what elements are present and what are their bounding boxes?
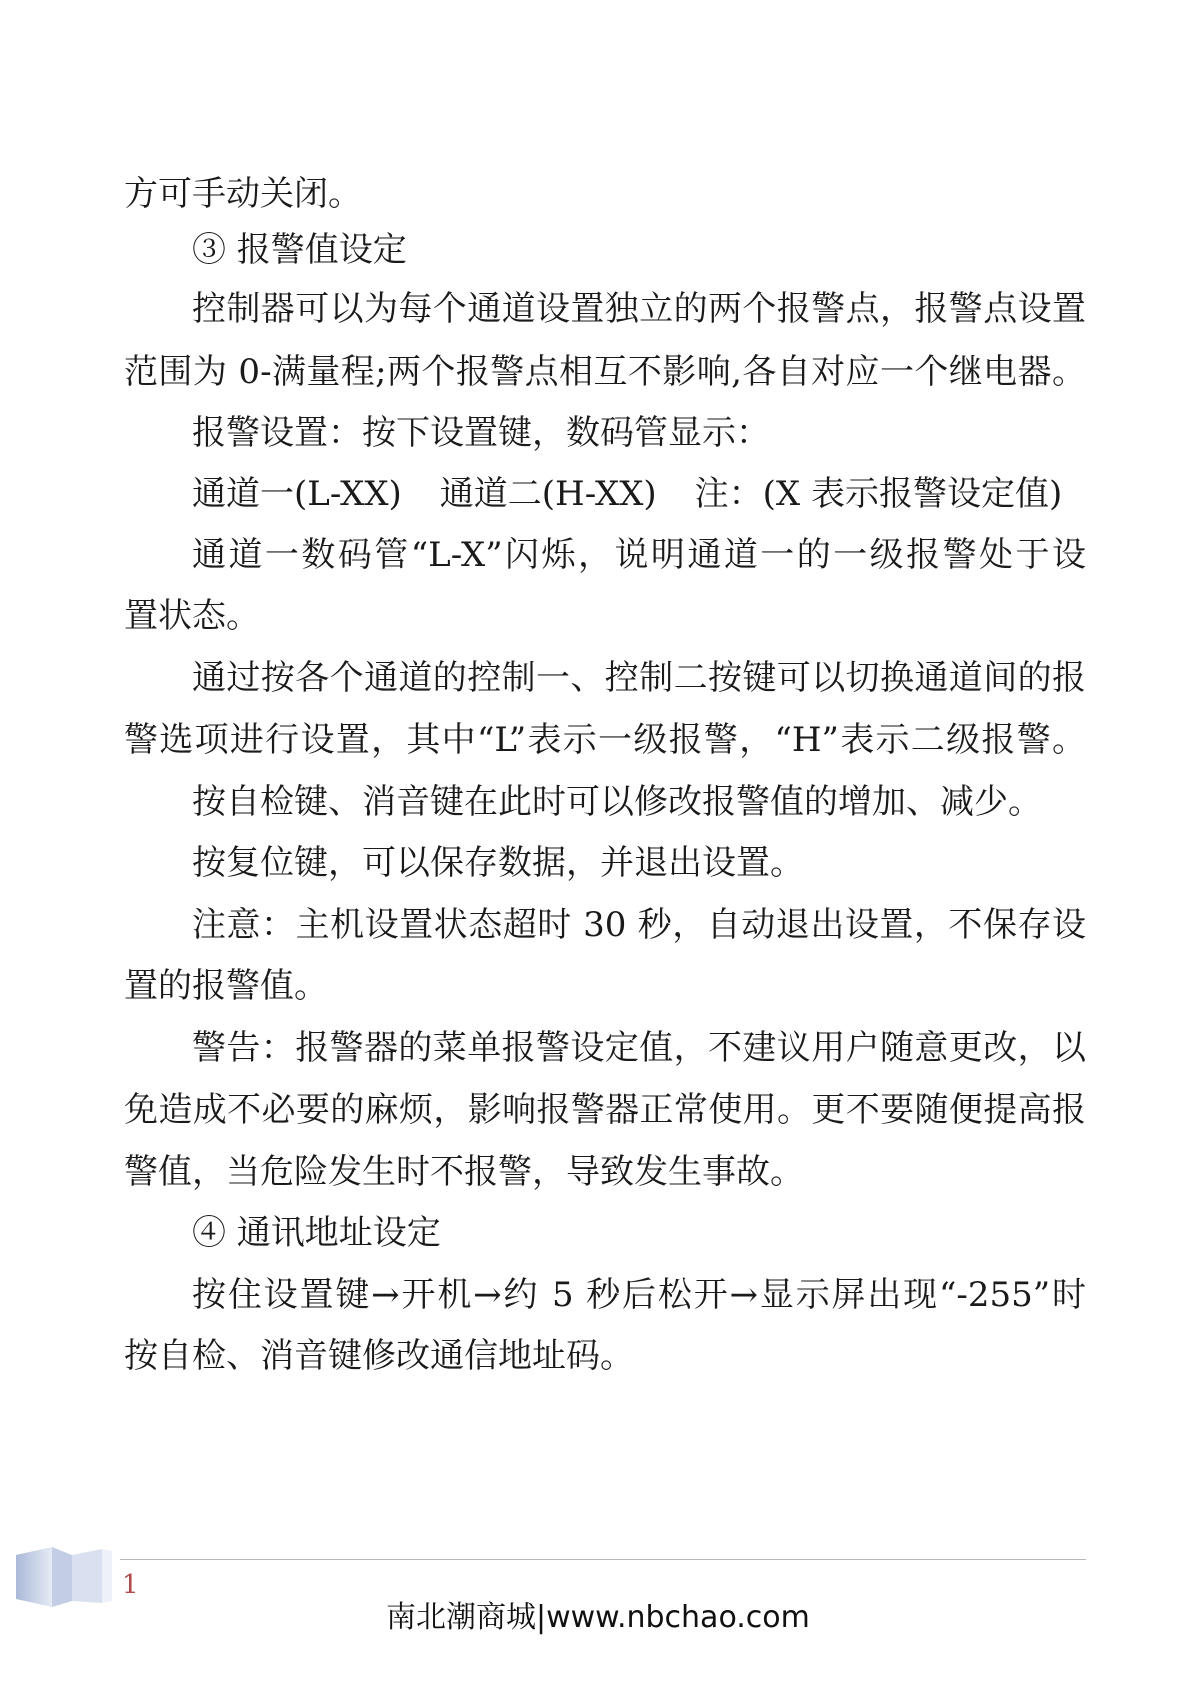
paragraph-line: 通道一数码管“L-X”闪烁，说明通道一的一级报警处于设 <box>192 535 1086 575</box>
section-heading: ④ 通讯地址设定 <box>192 1213 441 1253</box>
format-note: 注：(X 表示报警设定值) <box>694 474 1063 514</box>
paragraph-line: 置状态。 <box>124 596 260 636</box>
paragraph-line: 置的报警值。 <box>124 966 328 1006</box>
paragraph-line: 注意：主机设置状态超时 30 秒，自动退出设置，不保存设 <box>192 905 1086 945</box>
paragraph-line: 按复位键，可以保存数据，并退出设置。 <box>192 843 804 883</box>
channel-two-format: 通道二(H-XX) <box>439 474 657 514</box>
paragraph-line: 控制器可以为每个通道设置独立的两个报警点，报警点设置 <box>192 289 1086 329</box>
paragraph-line: 方可手动关闭。 <box>124 174 362 214</box>
footer-site-label: 南北潮商城|www.nbchao.com <box>386 1600 810 1635</box>
paragraph-line: 按自检键、消音键在此时可以修改报警值的增加、减少。 <box>192 782 1042 822</box>
section-heading: ③ 报警值设定 <box>192 230 407 270</box>
channel-one-format: 通道一(L-XX) <box>192 474 402 514</box>
paragraph-line: 报警设置：按下设置键，数码管显示： <box>192 413 770 453</box>
paragraph-line: 警告：报警器的菜单报警设定值，不建议用户随意更改，以 <box>192 1028 1086 1068</box>
page-number: 1 <box>122 1570 139 1600</box>
book-icon <box>12 1541 116 1611</box>
paragraph-line: 通过按各个通道的控制一、控制二按键可以切换通道间的报 <box>192 658 1086 698</box>
paragraph-line: 警选项进行设置，其中“L”表示一级报警，“H”表示二级报警。 <box>124 720 1086 760</box>
paragraph-line: 范围为 0-满量程;两个报警点相互不影响,各自对应一个继电器。 <box>124 352 1086 392</box>
paragraph-line: 按自检、消音键修改通信地址码。 <box>124 1336 634 1376</box>
paragraph-line: 警值，当危险发生时不报警，导致发生事故。 <box>124 1152 804 1192</box>
footer-divider <box>120 1559 1086 1560</box>
display-format-line <box>192 472 1086 516</box>
paragraph-line: 按住设置键→开机→约 5 秒后松开→显示屏出现“-255”时 <box>192 1275 1086 1315</box>
paragraph-line: 免造成不必要的麻烦，影响报警器正常使用。更不要随便提高报 <box>124 1090 1086 1130</box>
